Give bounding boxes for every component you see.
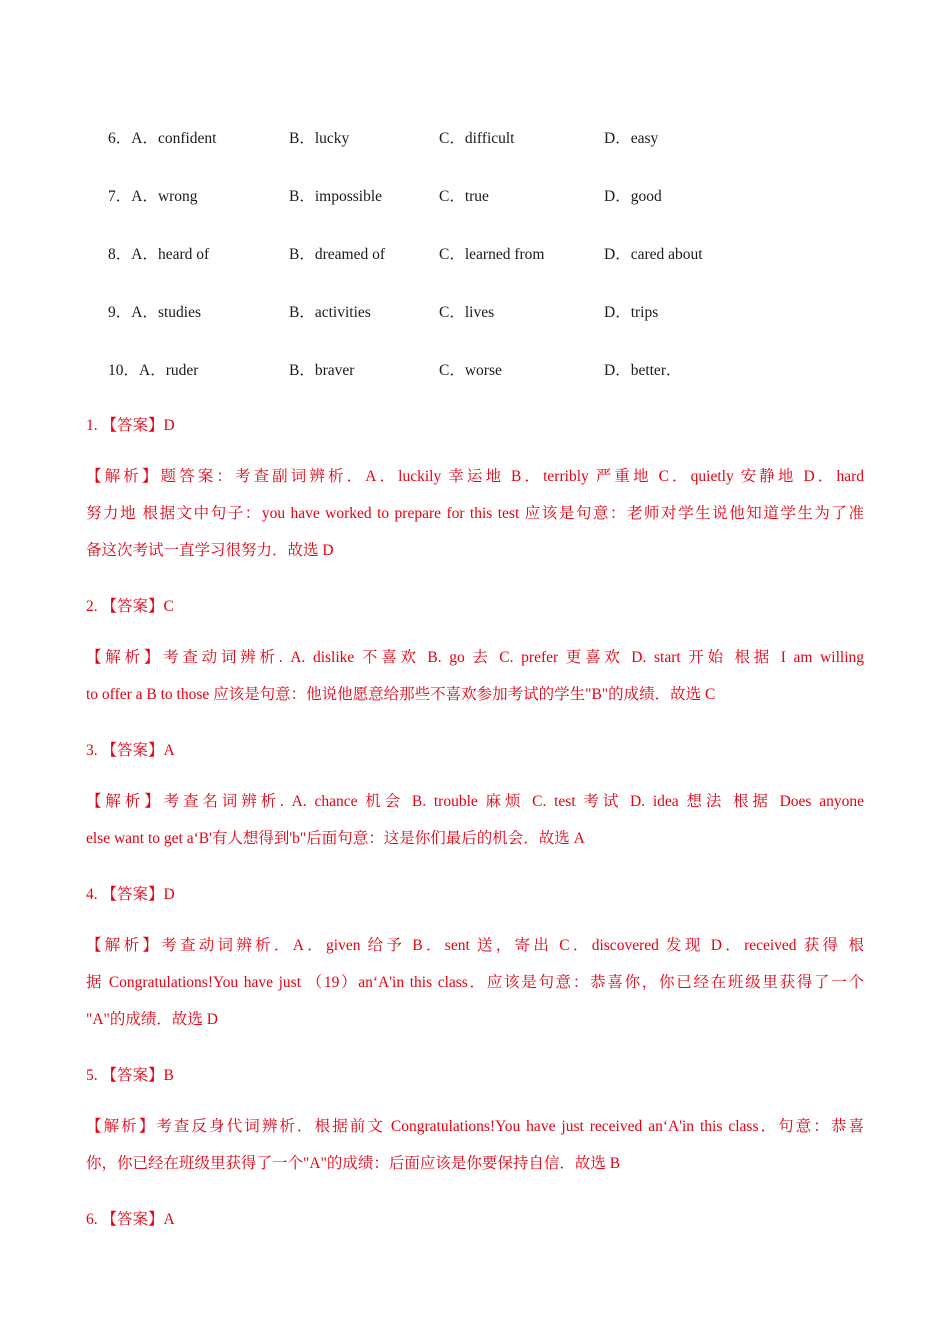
option-a: 9．A．studies — [108, 304, 202, 321]
explanation-line: 你，你已经在班级里获得了一个"A"的成绩：后面应该是你要保持自信．故选 B — [86, 1155, 621, 1172]
option-c: C．lives — [439, 304, 495, 321]
option-a: 8．A．heard of — [108, 246, 210, 263]
explanation-line: to offer a B to those 应该是句意：他说他愿意给那些不喜欢参加考试的学生"B"的成绩．故选 C — [86, 686, 716, 703]
explanation-line: 努力地 根据文中句子：you have worked to prepare for this test 应该是句意：老师对学生说他知道学生为了准 — [86, 505, 864, 522]
option-d: D．good — [604, 188, 662, 205]
option-a: 6．A．confident — [108, 130, 217, 147]
option-a: 10．A．ruder — [108, 362, 199, 379]
explanation-1 — [86, 458, 864, 569]
option-d: D．better． — [604, 362, 682, 379]
option-c: C．learned from — [439, 246, 545, 263]
explanation-line: 【解析】考查反身代词辨析．根据前文 Congratulations!You have just received an‘A'in this class．句意：恭喜 — [86, 1118, 864, 1135]
explanation-2 — [86, 639, 864, 713]
explanation-line: else want to get a‘B'有人想得到'b"后面句意：这是你们最后的机会．故选 A — [86, 830, 585, 847]
explanation-line: "A"的成绩．故选 D — [86, 1011, 218, 1028]
answer-heading-5: 5. 【答案】B — [86, 1067, 174, 1084]
option-d: D．trips — [604, 304, 659, 321]
option-b: B．lucky — [289, 130, 350, 147]
option-c: C．difficult — [439, 130, 515, 147]
answer-heading-3: 3. 【答案】A — [86, 742, 175, 759]
option-a: 7．A．wrong — [108, 188, 198, 205]
option-c: C．true — [439, 188, 489, 205]
option-d: D．cared about — [604, 246, 703, 263]
explanation-line: 【解析】考查动词辨析．A．given 给予 B．sent 送，寄出 C．discovered 发现 D．received 获得 根 — [86, 937, 864, 954]
option-b: B．dreamed of — [289, 246, 385, 263]
explanation-line: 【解析】考查动词辨析. A. dislike 不喜欢 B. go 去 C. prefer 更喜欢 D. start 开始 根据 I am willing — [86, 649, 864, 666]
explanation-line: 【解析】考查名词辨析. A. chance 机会 B. trouble 麻烦 C. test 考试 D. idea 想法 根据 Does anyone — [86, 793, 864, 810]
explanation-3 — [86, 783, 864, 857]
option-d: D．easy — [604, 130, 659, 147]
explanation-line: 备这次考试一直学习很努力．故选 D — [86, 542, 334, 559]
option-b: B．braver — [289, 362, 355, 379]
explanation-4 — [86, 927, 864, 1038]
answer-heading-4: 4. 【答案】D — [86, 886, 175, 903]
option-b: B．impossible — [289, 188, 383, 205]
option-c: C．worse — [439, 362, 502, 379]
answer-heading-1: 1. 【答案】D — [86, 417, 175, 434]
answer-heading-2: 2. 【答案】C — [86, 598, 174, 615]
explanation-line: 【解析】题答案：考查副词辨析．A．luckily 幸运地 B．terribly 严重地 C．quietly 安静地 D．hard — [86, 468, 864, 485]
explanation-line: 据 Congratulations!You have just （19）an‘A'in this class．应该是句意：恭喜你，你已经在班级里获得了一个 — [86, 974, 864, 991]
answer-heading-6: 6. 【答案】A — [86, 1211, 175, 1228]
explanation-5 — [86, 1108, 864, 1182]
option-b: B．activities — [289, 304, 371, 321]
